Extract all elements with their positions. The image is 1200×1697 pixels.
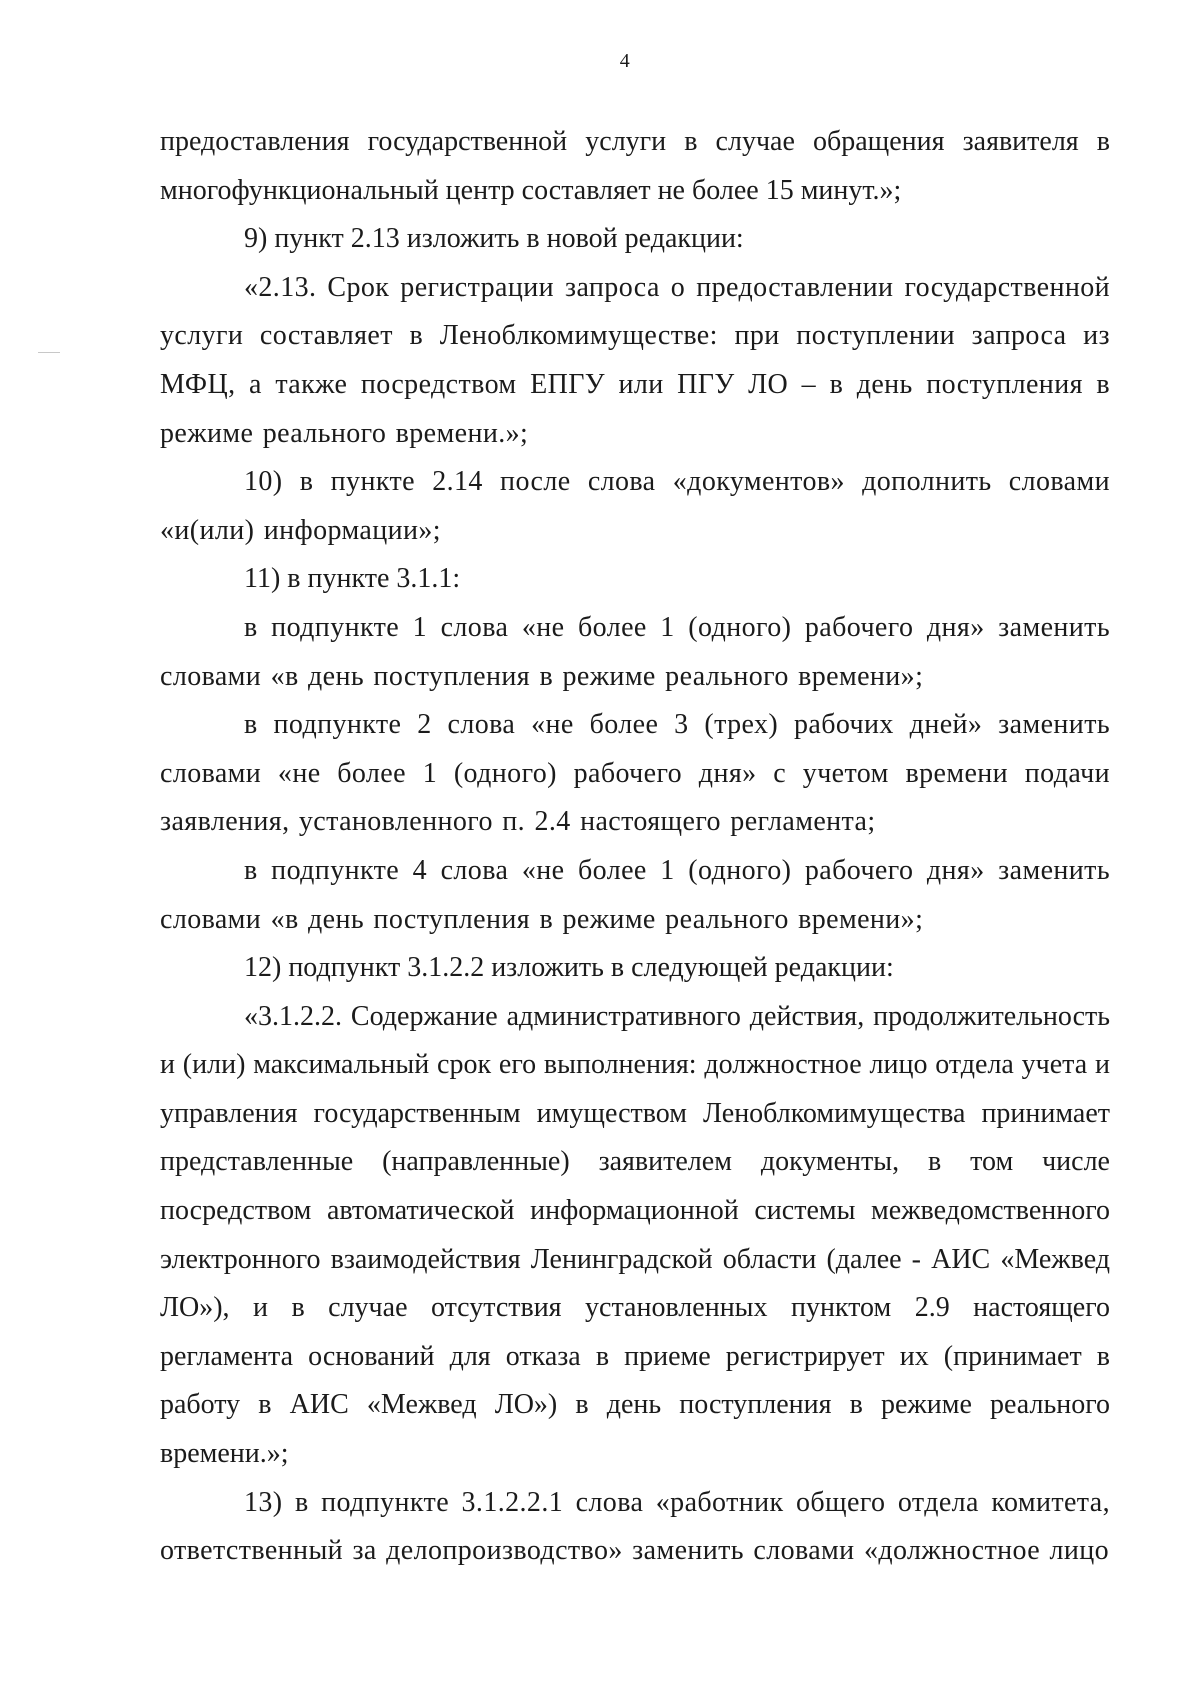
paragraph-item-9: 9) пункт 2.13 изложить в новой редакции: xyxy=(244,223,744,255)
paragraph-subitem-1: в подпункте 1 слова «не более 1 (одного) рабочего дня» заменить словами «в день поступления в режиме реального времени»; xyxy=(160,611,1110,692)
margin-mark xyxy=(38,352,60,353)
paragraph-item-10: 10) в пункте 2.14 после слова «документов» дополнить словами «и(или) информации»; xyxy=(160,466,1110,546)
page-number: 4 xyxy=(619,50,631,72)
paragraph-item-13: 13) в подпункте 3.1.2.2.1 слова «работник общего отдела комитета, ответственный за делопроизводство» заменить словами «должностное лицо xyxy=(160,1486,1110,1567)
document-body xyxy=(160,118,1110,1576)
paragraph-item-11: 11) в пункте 3.1.1: xyxy=(244,563,461,595)
paragraph-subitem-4: в подпункте 4 слова «не более 1 (одного) рабочего дня» заменить словами «в день поступления в режиме реального времени»; xyxy=(160,854,1110,935)
paragraph-quote-2-13: «2.13. Срок регистрации запроса о предоставлении государственной услуги составляет в Леноблкомимуществе: при поступлении запроса из МФЦ, а также посредством ЕПГУ или ПГУ ЛО – в день поступления в режиме реального времени.»; xyxy=(160,271,1110,449)
paragraph-item-12: 12) подпункт 3.1.2.2 изложить в следующей редакции: xyxy=(244,952,894,984)
paragraph-subitem-2: в подпункте 2 слова «не более 3 (трех) рабочих дней» заменить словами «не более 1 (одного) рабочего дня» с учетом времени подачи заявления, установленного п. 2.4 настоящего регламента; xyxy=(160,709,1110,838)
paragraph-quote-3-1-2-2: «3.1.2.2. Содержание административного действия, продолжительность и (или) максимальный срок его выполнения: должностное лицо отдела учета и управления государственным имуществом Леноблкомимущества принимает представленные (направленные) заявителем документы, в том числе посредством автоматической информационной системы межведомственного электронного взаимодействия Ленинградской области (далее - АИС «Межвед ЛО»), и в случае отсутствия установленных пунктом 2.9 настоящего регламента оснований для отказа в приеме регистрирует их (принимает в работу в АИС «Межвед ЛО») в день поступления в режиме реального времени.»; xyxy=(160,1000,1110,1470)
paragraph-continuation: предоставления государственной услуги в случае обращения заявителя в многофункциональный центр составляет не более 15 минут.»; xyxy=(160,126,1110,206)
